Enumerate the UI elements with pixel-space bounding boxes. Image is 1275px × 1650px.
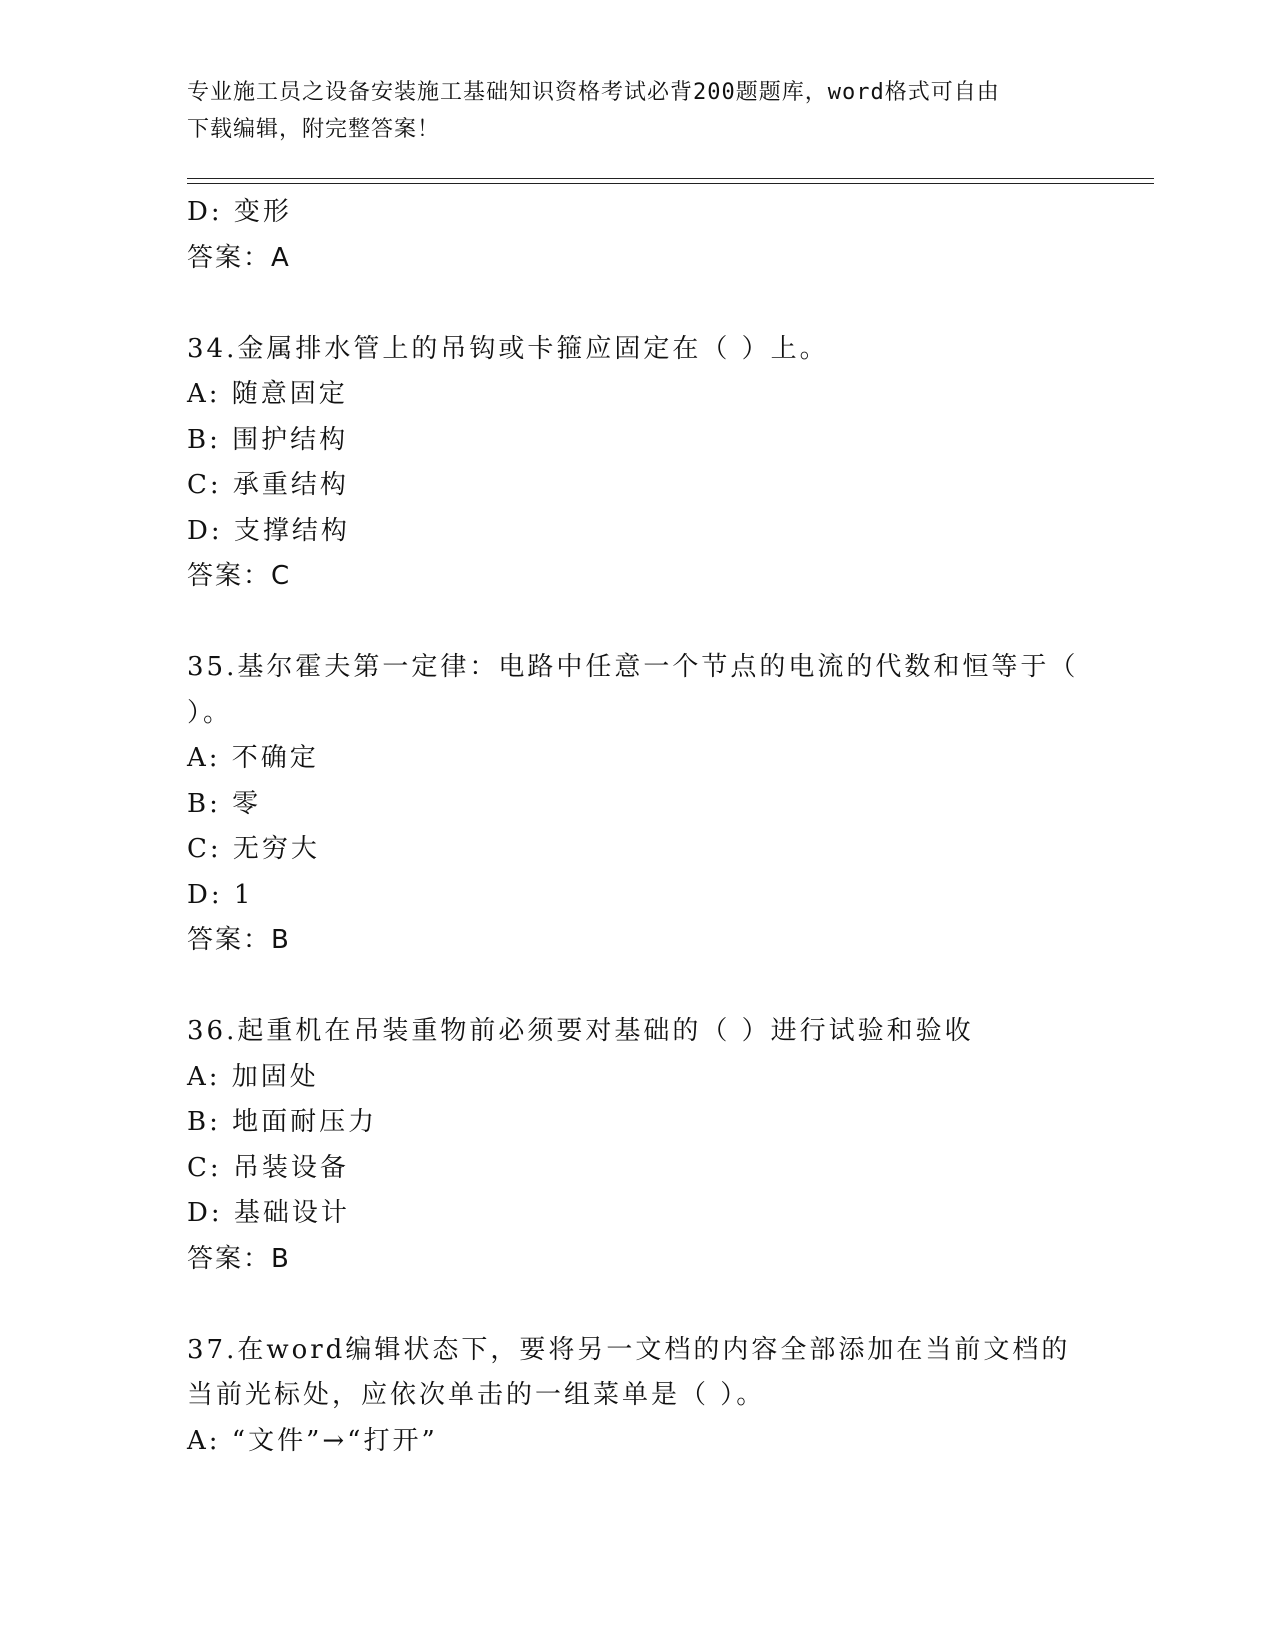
- question-text-line-1: 37.在word编辑状态下，要将另一文档的内容全部添加在当前文档的: [187, 1334, 1071, 1365]
- option-a: A: 随意固定: [187, 379, 348, 409]
- question-37: [187, 1328, 1087, 1465]
- header-divider-bottom: [187, 183, 1154, 184]
- spacer: [187, 600, 1087, 646]
- answer: 答案：B: [187, 925, 291, 955]
- option-c: C: 无穷大: [187, 834, 320, 864]
- question-text-line-2: ）。: [187, 697, 233, 728]
- option-c: C: 承重结构: [187, 470, 349, 500]
- header-divider-top: [187, 178, 1154, 179]
- option-a: A: “文件”→“打开”: [187, 1425, 438, 1456]
- option-a: A: 不确定: [187, 743, 319, 773]
- question-text: 36.起重机在吊装重物前必须要对基础的（ ）进行试验和验收: [187, 1016, 974, 1046]
- option-b: B: 零: [187, 788, 262, 819]
- header-line-2: 下载编辑，附完整答案！: [187, 117, 441, 142]
- question-36: [187, 1009, 1087, 1282]
- option-d: D: 支撑结构: [187, 515, 350, 546]
- question-33: [187, 190, 1087, 281]
- question-list: [187, 190, 1087, 1464]
- question-text: 34.金属排水管上的吊钩或卡箍应固定在（ ）上。: [187, 333, 829, 364]
- spacer: [187, 1282, 1087, 1328]
- option-d: D: 1: [187, 879, 254, 910]
- question-text-line-1: 35.基尔霍夫第一定律：电路中任意一个节点的电流的代数和恒等于（: [187, 652, 1079, 682]
- option-b: B: 地面耐压力: [187, 1107, 378, 1137]
- answer: 答案：B: [187, 1243, 291, 1274]
- option-a: A: 加固处: [187, 1061, 319, 1092]
- option-b: B: 围护结构: [187, 424, 349, 455]
- document-header: [187, 74, 1067, 148]
- option-d: D: 基础设计: [187, 1198, 350, 1228]
- answer: 答案：A: [187, 242, 291, 273]
- option-d: D: 变形: [187, 197, 292, 227]
- option-c: C: 吊装设备: [187, 1152, 349, 1183]
- question-34: [187, 327, 1087, 600]
- question-35: [187, 645, 1087, 964]
- answer: 答案：C: [187, 561, 292, 591]
- spacer: [187, 964, 1087, 1010]
- header-line-1: 专业施工员之设备安装施工基础知识资格考试必背200题题库，word格式可自由: [187, 80, 1000, 105]
- spacer: [187, 281, 1087, 327]
- question-text-line-2: 当前光标处，应依次单击的一组菜单是（ ）。: [187, 1380, 766, 1410]
